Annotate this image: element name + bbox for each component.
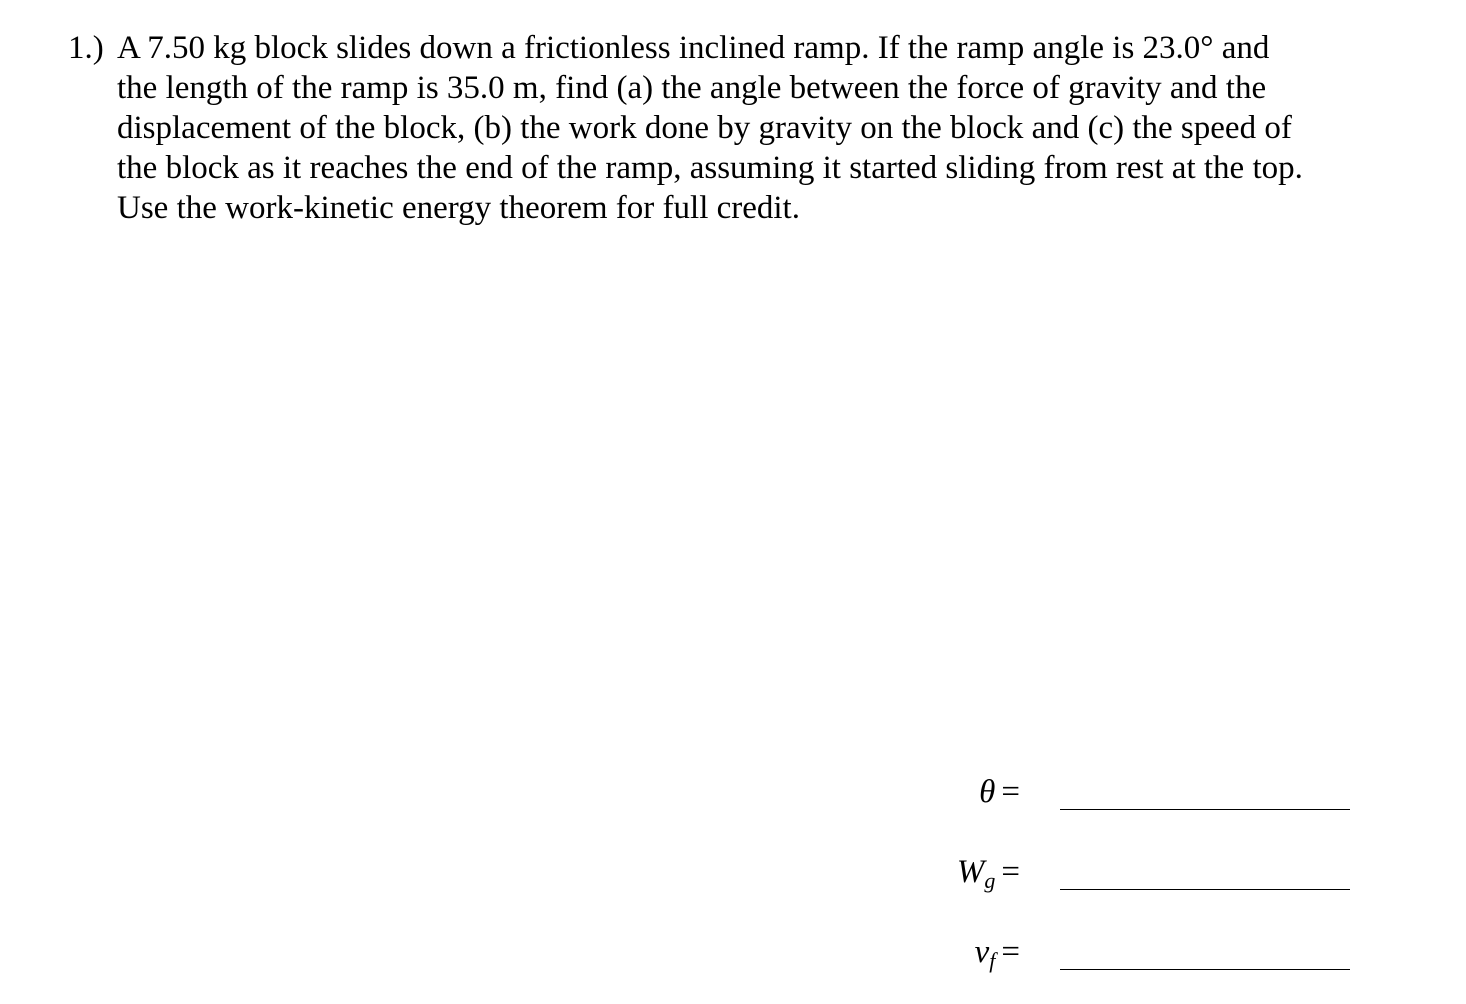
answer-blank-speed[interactable] xyxy=(1060,969,1350,970)
equals-sign: = xyxy=(1001,854,1020,890)
answer-label-theta xyxy=(979,774,1020,814)
answer-blank-theta[interactable] xyxy=(1060,809,1350,810)
answer-row-speed xyxy=(960,932,1360,982)
answer-subscript: g xyxy=(984,868,996,893)
answer-blank-work[interactable] xyxy=(1060,889,1350,890)
equals-sign: = xyxy=(1001,774,1020,810)
answer-symbol: W xyxy=(956,854,985,890)
answer-row-theta xyxy=(960,772,1360,822)
answer-symbol: v xyxy=(974,934,990,970)
problem-line: displacement of the block, (b) the work done by gravity on the block and (c) the speed of xyxy=(117,110,1292,146)
problem-line: A 7.50 kg block slides down a frictionless inclined ramp. If the ramp angle is 23.0° and xyxy=(117,30,1270,66)
equals-sign: = xyxy=(1001,934,1020,970)
problem-line: the block as it reaches the end of the ramp, assuming it started sliding from rest at the top. xyxy=(117,150,1303,186)
answer-row-work xyxy=(956,852,1360,902)
problem-number: 1.) xyxy=(68,30,104,66)
answer-label-work xyxy=(957,854,1020,894)
answer-subscript: f xyxy=(989,948,996,973)
answer-symbol: θ xyxy=(979,774,996,810)
problem-line: Use the work-kinetic energy theorem for full credit. xyxy=(117,190,800,226)
answer-label-speed xyxy=(975,934,1020,974)
problem-line: the length of the ramp is 35.0 m, find (a) the angle between the force of gravity and the xyxy=(117,70,1267,106)
